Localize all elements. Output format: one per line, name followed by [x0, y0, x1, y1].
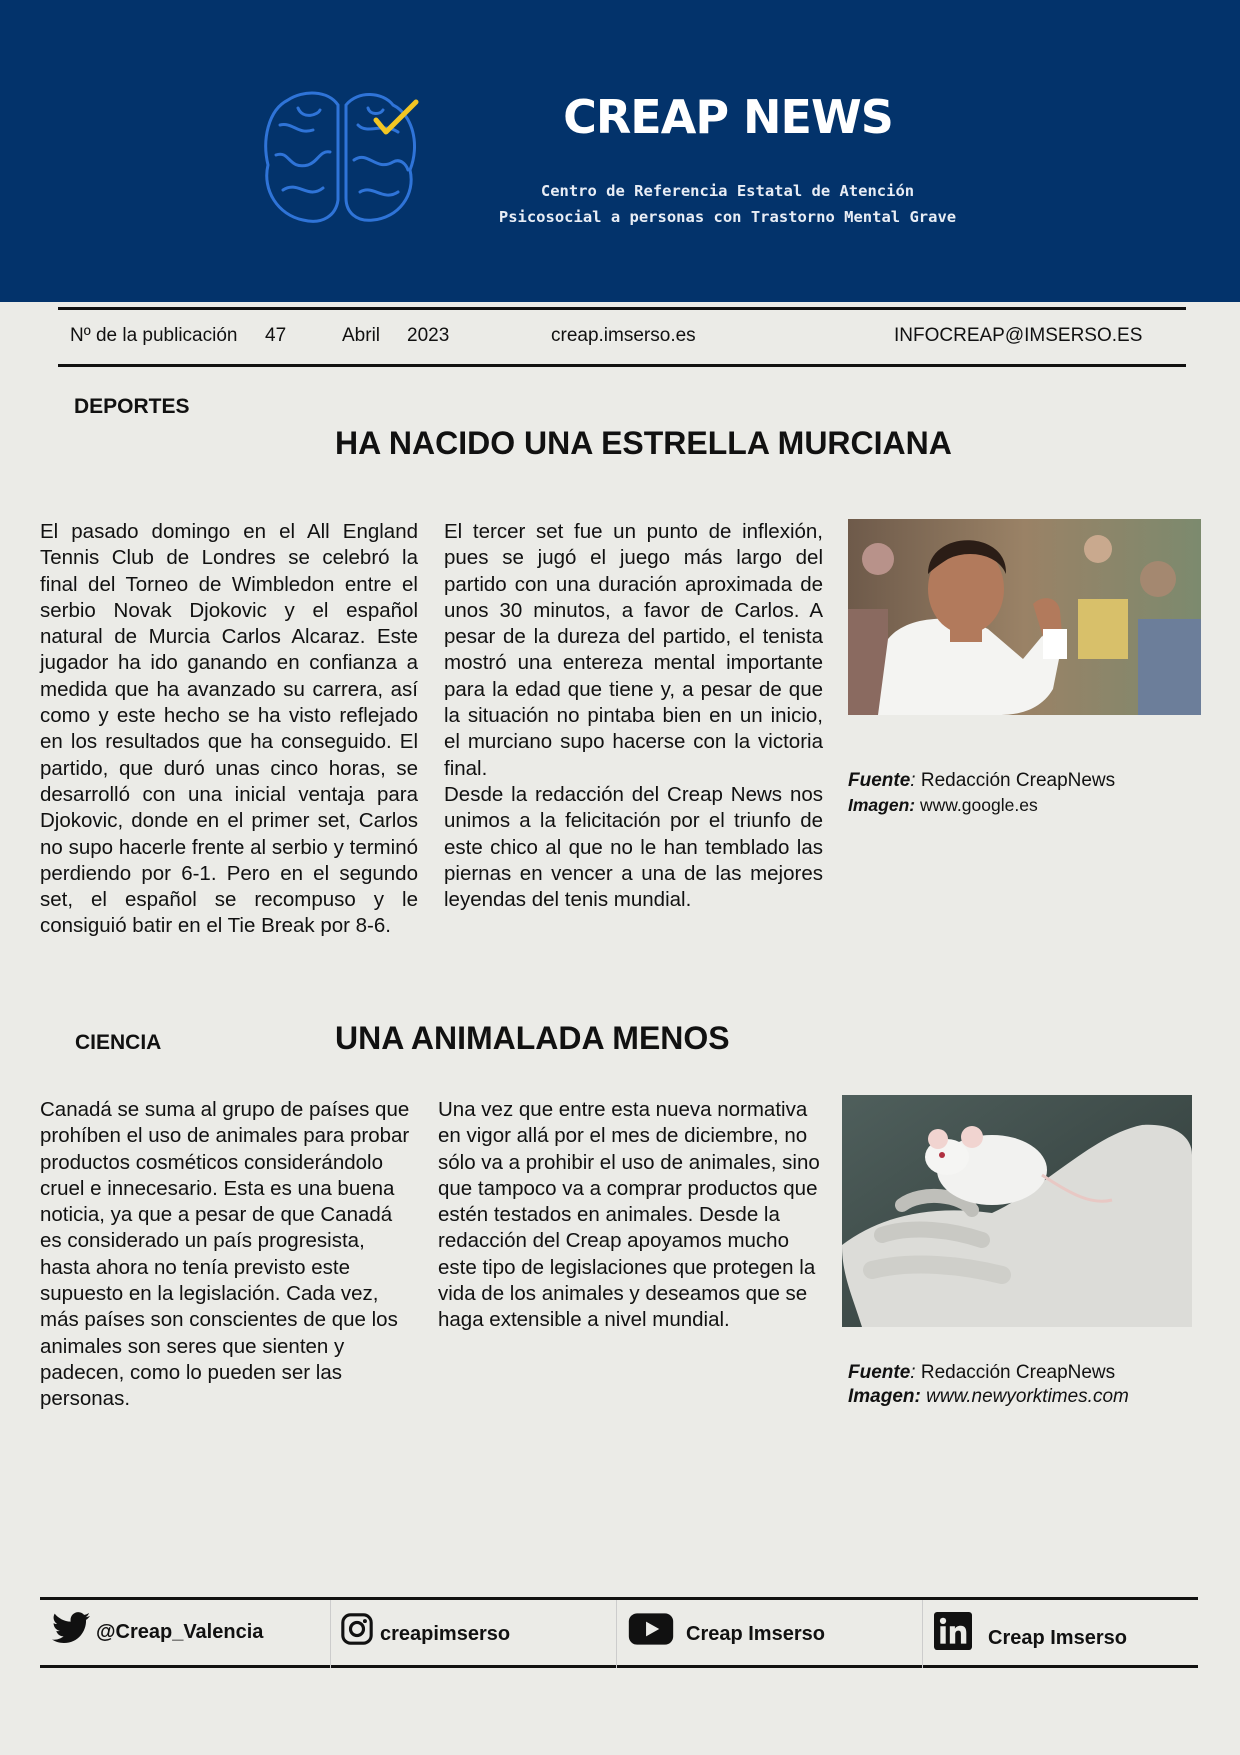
article2-image-value[interactable]: www.newyorktimes.com — [926, 1386, 1129, 1407]
footer-divider — [616, 1600, 617, 1668]
tennis-player-image — [848, 519, 1201, 715]
instagram-handle: creapimserso — [380, 1623, 511, 1645]
publication-month: Abril — [342, 325, 381, 346]
article2-image-line — [848, 1385, 1208, 1409]
linkedin-icon — [934, 1612, 972, 1650]
article2-source-line: Fuente: Redacción CreapNews — [848, 1362, 1116, 1383]
email-link[interactable]: INFOCREAP@IMSERSO.ES — [894, 325, 1143, 346]
section-label-ciencia: CIENCIA — [75, 1031, 162, 1054]
article1-headline: HA NACIDO UNA ESTRELLA MURCIANA — [335, 425, 952, 461]
lab-mouse-image — [842, 1095, 1192, 1327]
twitter-link[interactable] — [52, 1612, 263, 1644]
newsletter-subtitle — [440, 178, 1015, 230]
brain-check-logo — [258, 80, 428, 230]
article2-column2: Una vez que entre esta nueva normativa en vigor allá por el mes de diciembre, no sólo va a prohibir el uso de animales, sino que tampoco va a comprar productos que estén testados en animales. Desde la redacción del Creap apoyamos mucho este tipo de legislaciones que protegen la vida de los animales y deseamos que se haga extensible a nivel mundial. — [438, 1098, 820, 1332]
subtitle-line-2: Psicosocial a personas con Trastorno Mental Grave — [498, 208, 957, 226]
twitter-handle: @Creap_Valencia — [96, 1621, 264, 1643]
article1-column2-paragraph2: Desde la redacción del Creap News nos unimos a la felicitación por el triunfo de este chico al que no le han temblado las piernas en vencer a una de las mejores leyendas del tenis mundial. — [444, 782, 823, 912]
footer-top-rule — [40, 1597, 1198, 1600]
tennis-player-photo — [848, 519, 1201, 715]
article1-image-label: Imagen: — [848, 795, 916, 815]
section-label-deportes: DEPORTES — [74, 395, 190, 418]
article1-column2 — [444, 519, 823, 913]
twitter-icon — [52, 1612, 90, 1644]
youtube-link[interactable] — [628, 1612, 825, 1646]
linkedin-page: Creap Imserso — [988, 1627, 1127, 1649]
article1-caption — [848, 769, 1208, 817]
footer-divider — [922, 1600, 923, 1668]
publication-info-bar — [58, 307, 1186, 367]
article1-column1: El pasado domingo en el All England Tennis Club de Londres se celebró la final del Torneo de Wimbledon entre el serbio Novak Djokovic y el español natural de Murcia Carlos Alcaraz. Este jugador ha ido ganando en confianza a medida que ha avanzado su carrera, así como y este hecho se ha visto reflejado en los resultados que ha conseguido. El partido, que duró unas cinco horas, se desarrolló con una inicial ventaja para Djokovic, donde en el primer set, Carlos no supo hacerle frente al serbio y terminó perdiendo por 6-1. Pero en el segundo set, el español se recompuso y le consiguió batir en el Tie Break por 8-6. — [40, 520, 418, 938]
website-link[interactable]: creap.imserso.es — [551, 325, 696, 346]
publication-label: Nº de la publicación — [70, 325, 238, 346]
youtube-channel: Creap Imserso — [686, 1623, 825, 1645]
article2-source-value: Redacción CreapNews — [920, 1362, 1116, 1383]
article2-image-label: Imagen: — [848, 1386, 921, 1407]
article2-column1: Canadá se suma al grupo de países que prohíben el uso de animales para probar productos cosméticos considerándolo cruel e innecesario. Esta es una buena noticia, ya que a pesar de que Canadá es considerado un país progresista, hasta ahora no tenía previsto este supuesto en la legislación. Cada vez, más países son conscientes de que los animales son seres que sienten y padecen, como lo pueden ser las personas. — [40, 1098, 410, 1411]
subtitle-line-1: Centro de Referencia Estatal de Atención — [540, 182, 915, 200]
article1-image-value[interactable]: www.google.es — [919, 795, 1038, 815]
article1-column2-paragraph1: El tercer set fue un punto de inflexión, pues se jugó el juego más largo del partido con una duración aproximada de unos 30 minutos, a favor de Carlos. A pesar de la dureza del partido, el tenista mostró una entereza mental importante para la edad que tiene y, a pesar de que la situación no pintaba bien en un inicio, el murciano supo hacerse con la victoria final. — [444, 520, 823, 780]
linkedin-link[interactable] — [934, 1612, 1127, 1650]
article1-source-line: Fuente: Redacción CreapNews — [848, 770, 1116, 791]
newsletter-title: CREAP NEWS — [563, 90, 893, 144]
footer-bottom-rule — [40, 1665, 1198, 1668]
article2-headline: UNA ANIMALADA MENOS — [335, 1020, 730, 1056]
article2-source-label: Fuente — [848, 1362, 911, 1383]
publication-number: 47 — [265, 325, 287, 346]
article1-source-value: Redacción CreapNews — [920, 770, 1116, 791]
masthead-banner — [0, 0, 1240, 302]
article2-caption — [848, 1361, 1208, 1409]
youtube-icon — [628, 1612, 674, 1646]
publication-year: 2023 — [407, 325, 450, 346]
footer-divider — [330, 1600, 331, 1668]
instagram-link[interactable] — [340, 1612, 510, 1646]
instagram-icon — [340, 1612, 374, 1646]
article1-image-line — [848, 793, 1208, 817]
article1-source-label: Fuente — [848, 770, 911, 791]
lab-mouse-photo — [842, 1095, 1192, 1327]
